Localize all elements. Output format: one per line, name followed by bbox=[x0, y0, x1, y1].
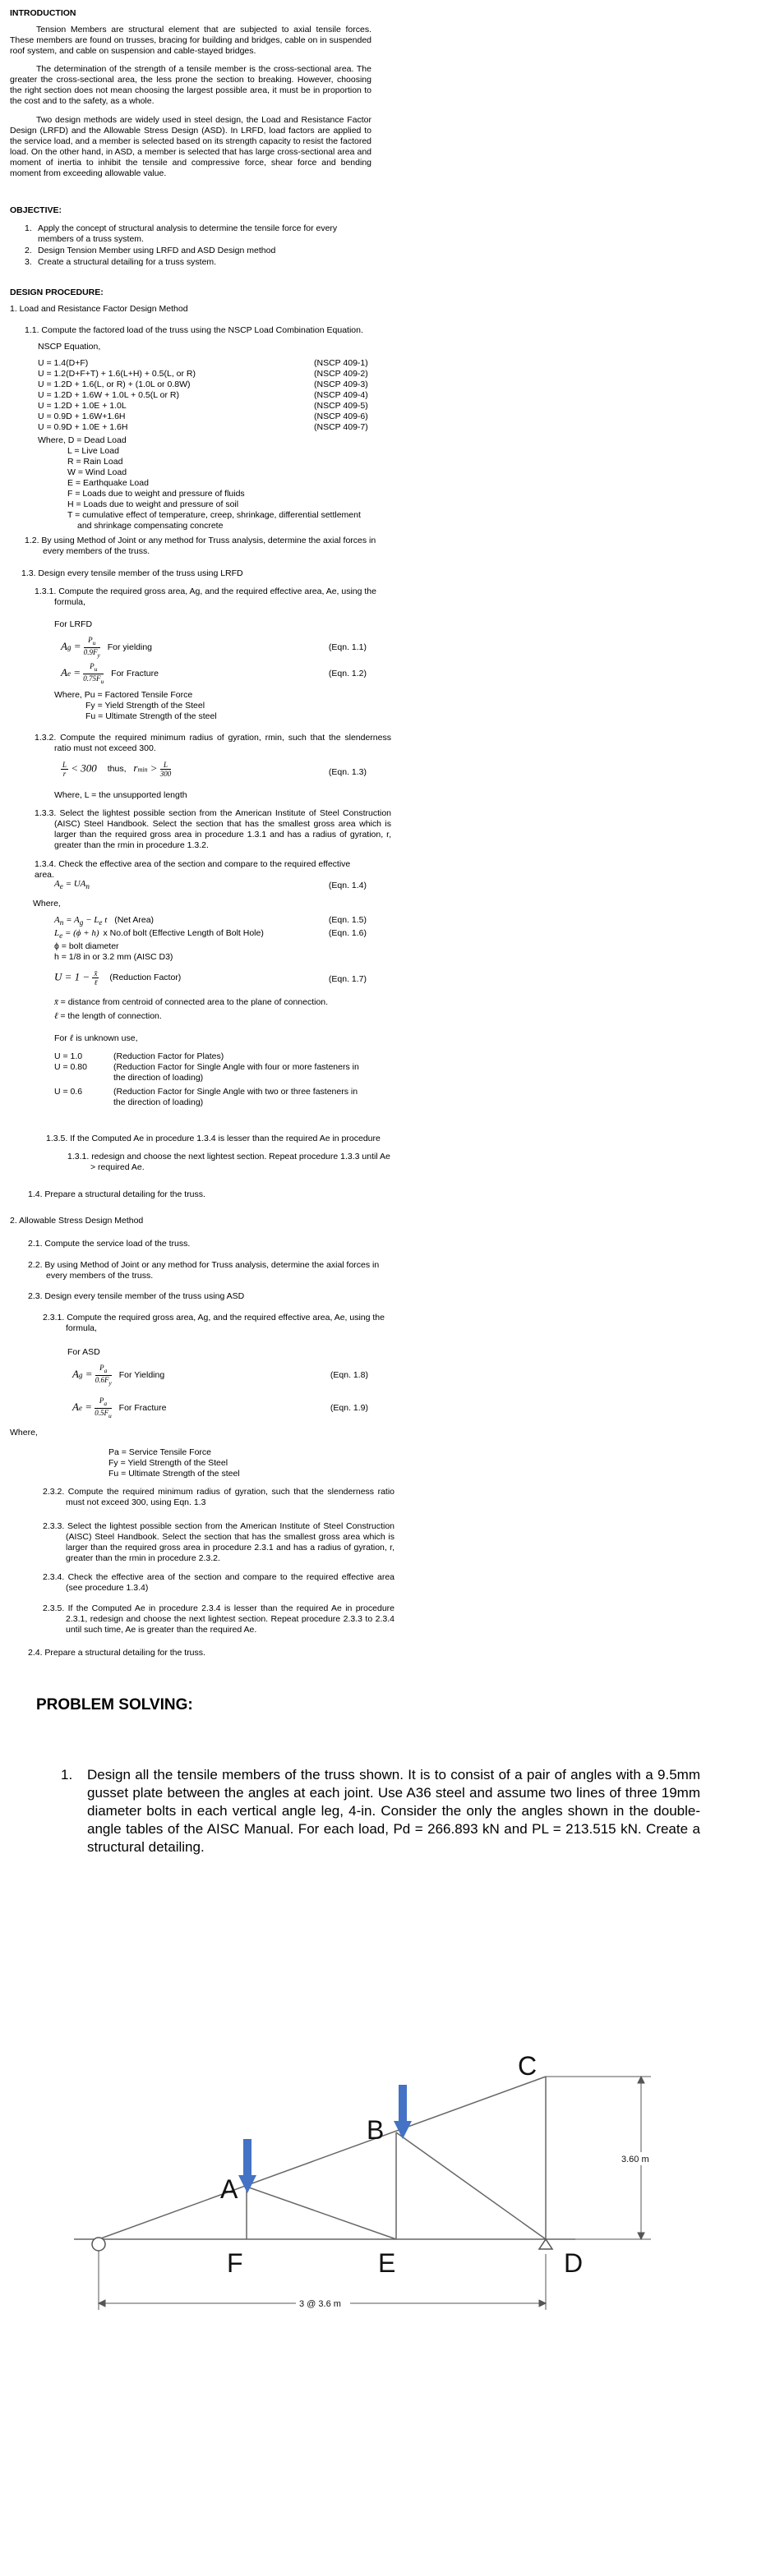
step-2-1: 2.1. Compute the service load of the truss. bbox=[28, 1239, 191, 1249]
lrfd-where-definitions: Where, Pu = Factored Tensile Force Fy = Yield Strength of the Steel Fu = Ultimate Strength of the steel bbox=[54, 690, 217, 721]
objective-item: Apply the concept of structural analysis to determine the tensile force for every members of a truss system. bbox=[38, 223, 338, 244]
step-2-3-3: 2.3.3. Select the lightest possible section from the American Institute of Steel Construction (AISC) Steel Handbook. Select the section that has the smallest gross area which is larger than the required gross area in procedure 2.3.1 and has a radius of gyration, r, greater than the rmin in procedure 2.3.2. bbox=[43, 1521, 395, 1563]
for-lrfd-label: For LRFD bbox=[54, 619, 93, 629]
node-label-C: C bbox=[518, 2051, 538, 2081]
xbar-ell-defs: x̄ = distance from centroid of connected area to the plane of connection. ℓ = the length of connection. bbox=[54, 997, 329, 1021]
step-1-3-4: 1.3.4. Check the effective area of the section and compare to the required effective area. bbox=[35, 859, 351, 880]
intro-paragraph-1: Tension Members are structural element that are subjected to axial tensile forces. These members are found on trusses, bracing for building and bridges, cable on in suspended roof system, and cable on suspension and cable-stayed bridges. bbox=[10, 25, 371, 56]
pin-support-left bbox=[92, 2238, 105, 2251]
objective-list: 1. Apply the concept of structural analysis to determine the tensile force for every members of a truss system. 2. Design Tension Member using LRFD and ASD Design method 3. Create a structural detailing for a truss system. bbox=[25, 223, 371, 268]
procedure-heading: DESIGN PROCEDURE: bbox=[10, 288, 104, 297]
problem-heading: PROBLEM SOLVING: bbox=[36, 1696, 193, 1714]
truss-diagram bbox=[0, 1988, 766, 2333]
step-1-3-5-1: 1.3.1. redesign and choose the next lightest section. Repeat procedure 1.3.3 until Ae > required Ae. bbox=[67, 1152, 390, 1172]
problem-statement: 1. Design all the tensile members of the truss shown. It is to consist of a pair of angles with a 9.5mm gusset plate between the angles at each joint. Use A36 steel and assume two lines of three 19mm diameter bolts in each vertical angle leg, 4-in. Consider the only the angles shown in the double-angle tables of the AISC Manual. For each load, Pd = 266.893 kN and PL = 213.515 kN. Create a structural detailing. bbox=[61, 1767, 700, 1855]
objective-item: Create a structural detailing for a truss system. bbox=[38, 257, 217, 267]
u-values: U = 1.0 (Reduction Factor for Plates) U = 0.80 (Reduction Factor for Single Angle with four or more fasteners in the direction of loading) U = 0.6 (Reduction Factor for Single Angle with two or three fasteners in the direction of loading) bbox=[54, 1051, 359, 1107]
step-2-3-1: 2.3.1. Compute the required gross area, Ag, and the required effective area, Ae, using the formula, bbox=[43, 1313, 385, 1333]
problem-number: 1. bbox=[61, 1767, 73, 1782]
truss-member-AE bbox=[247, 2187, 396, 2239]
where-label-2: Where, bbox=[33, 899, 61, 908]
ell-unknown: For ℓ is unknown use, bbox=[54, 1033, 138, 1043]
step-1-1: 1.1. Compute the factored load of the truss using the NSCP Load Combination Equation. bbox=[25, 325, 363, 335]
step-2-3: 2.3. Design every tensile member of the truss using ASD bbox=[28, 1291, 245, 1301]
step-1-3-2: 1.3.2. Compute the required minimum radius of gyration, rmin, such that the slenderness ratio must not exceed 300. bbox=[35, 733, 391, 753]
span-dimension-label: 3 @ 3.6 m bbox=[299, 2299, 341, 2309]
height-dimension-label: 3.60 m bbox=[621, 2155, 649, 2164]
eqn-1-1: Ag = $\frac{P_u}{0.9F_y}$ For yielding (Eqn. 1.1) bbox=[61, 636, 367, 659]
node-label-E: E bbox=[378, 2248, 396, 2278]
step-1-4: 1.4. Prepare a structural detailing for the truss. bbox=[28, 1189, 205, 1199]
nscp-label: NSCP Equation, bbox=[38, 342, 101, 352]
eqn-1-9: Ae = $\frac{P_a}{0.5F_u}$ For Fracture (Eqn. 1.9) bbox=[72, 1396, 368, 1419]
intro-heading: INTRODUCTION bbox=[10, 8, 76, 18]
eqn-1-3: $\frac{L}{r}$ < 300 thus, rmin > $\frac{L}{300}$ (Eqn. 1.3) bbox=[62, 761, 367, 778]
for-asd-label: For ASD bbox=[67, 1347, 100, 1357]
truss-member-BD bbox=[396, 2132, 546, 2239]
step-1-3-3: 1.3.3. Select the lightest possible section from the American Institute of Steel Construction (AISC) Steel Handbook. Select the section that has the smallest gross area which is larger than the required gross area in procedure 1.3.1 and has a radius of gyration, r, greater than the rmin in procedure 1.3.2. bbox=[35, 808, 391, 850]
intro-paragraph-3: Two design methods are widely used in steel design, the Load and Resistance Factor Design (LRFD) and the Allowable Stress Design (ASD). In LRFD, load factors are applied to the service load, and a member is selected based on its strength capacity to resist the factored load. On the other hand, in ASD, a member is selected that has large cross-sectional area and moment of inertia to inhibit the tensile and compressive force, shear force and bending moment from exceeding allowable value. bbox=[10, 115, 371, 178]
eqn-1-2: Ae = $\frac{P_u}{0.75F_u}$ For Fracture (Eqn. 1.2) bbox=[61, 662, 367, 685]
step-2-2: 2.2. By using Method of Joint or any method for Truss analysis, determine the axial forces in every members of the truss. bbox=[28, 1260, 380, 1281]
intro-paragraph-2: The determination of the strength of a tensile member is the cross-sectional area. The greater the cross-sectional area, the less prone the section to breaking. However, choosing the right section does not mean choosing the largest possible area, it must be in proportion to the cost and to the safety, as a whole. bbox=[10, 64, 371, 106]
eqn-1-8: Ag = $\frac{P_a}{0.6F_y}$ For Yielding (Eqn. 1.8) bbox=[72, 1364, 368, 1387]
bolt-defs: ϕ = bolt diameter h = 1/8 in or 3.2 mm (AISC D3) bbox=[54, 941, 173, 962]
step-2-3-4: 2.3.4. Check the effective area of the section and compare to the required effective area (see procedure 1.3.4) bbox=[43, 1572, 395, 1593]
eqn-1-6: $L_e = (\phi + h)$ x No.of bolt (Effective Length of Bolt Hole) (Eqn. 1.6) bbox=[54, 928, 367, 941]
step-1-3-1: 1.3.1. Compute the required gross area, Ag, and the required effective area, Ae, using the formula, bbox=[35, 586, 376, 607]
load-arrow-A bbox=[238, 2139, 256, 2193]
asd-method-title: 2. Allowable Stress Design Method bbox=[10, 1216, 144, 1226]
eqn-1-4: $A_e = UA_n$ (Eqn. 1.4) bbox=[54, 879, 367, 891]
step-1-3-5: 1.3.5. If the Computed Ae in procedure 1.3.4 is lesser than the required Ae in procedure bbox=[46, 1134, 381, 1143]
node-label-A: A bbox=[220, 2174, 238, 2204]
step-2-3-2: 2.3.2. Compute the required minimum radius of gyration, such that the slenderness ratio must not exceed 300, using Eqn. 1.3 bbox=[43, 1487, 395, 1507]
asd-definitions: Pa = Service Tensile Force Fy = Yield Strength of the Steel Fu = Ultimate Strength of the steel bbox=[108, 1447, 240, 1479]
step-1-2: 1.2. By using Method of Joint or any method for Truss analysis, determine the axial forces in every members of the truss. bbox=[25, 536, 376, 556]
node-label-D: D bbox=[564, 2248, 584, 2278]
step-2-3-5: 2.3.5. If the Computed Ae in procedure 2.3.4 is lesser than the required Ae in procedure 2.3.1, redesign and choose the next lightest section. Repeat procedure 2.3.3 to 2.3.4 until such time, Ae is greater than the required Ae. bbox=[43, 1603, 395, 1635]
node-label-B: B bbox=[367, 2115, 385, 2145]
step-1-3: 1.3. Design every tensile member of the truss using LRFD bbox=[21, 568, 243, 578]
lrfd-method-title: 1. Load and Resistance Factor Design Method bbox=[10, 304, 188, 314]
step-2-4: 2.4. Prepare a structural detailing for the truss. bbox=[28, 1648, 205, 1658]
where-label-3: Where, bbox=[10, 1428, 38, 1438]
nscp-equations: U = 1.4(D+F) (NSCP 409-1) U = 1.2(D+F+T) + 1.6(L+H) + 0.5(L, or R) (NSCP 409-2) U = 1.2D + 1.6(L, or R) + (1.0L or 0.8W) (NSCP 409-3) U = 1.2D + 1.6W + 1.0L + 0.5(L or R) (NSCP 409-4) U = 1.2D + 1.0E + 1.0L (NSCP 409-5) U = 0.9D + 1.6W+1.6H (NSCP 409-6) U = 0.9D + 1.0E + 1.6H (NSCP 409-7) bbox=[38, 358, 368, 432]
eqn-1-5: $A_n = A_g - L_e$ t (Net Area) (Eqn. 1.5) bbox=[54, 915, 367, 927]
objective-heading: OBJECTIVE: bbox=[10, 205, 62, 215]
unsupported-length-def: Where, L = the unsupported length bbox=[54, 790, 187, 800]
objective-item: Design Tension Member using LRFD and ASD Design method bbox=[38, 246, 276, 255]
eqn-1-7: U = 1 − $\frac{x̄}{\text{ℓ}}$ (Reduction Factor) (Eqn. 1.7) bbox=[54, 969, 367, 987]
truss-top-chord bbox=[99, 2077, 546, 2239]
load-definitions: Where, D = Dead Load L = Live Load R = Rain Load W = Wind Load E = Earthquake Load F = Loads due to weight and pressure of fluids H = Loads due to weight and pressure of soil T = cumulative effect of temperature, creep, shrinkage, differential settlement and shrinkage compensating concrete bbox=[38, 435, 361, 531]
node-label-F: F bbox=[227, 2248, 243, 2278]
pin-support-right bbox=[539, 2239, 552, 2249]
